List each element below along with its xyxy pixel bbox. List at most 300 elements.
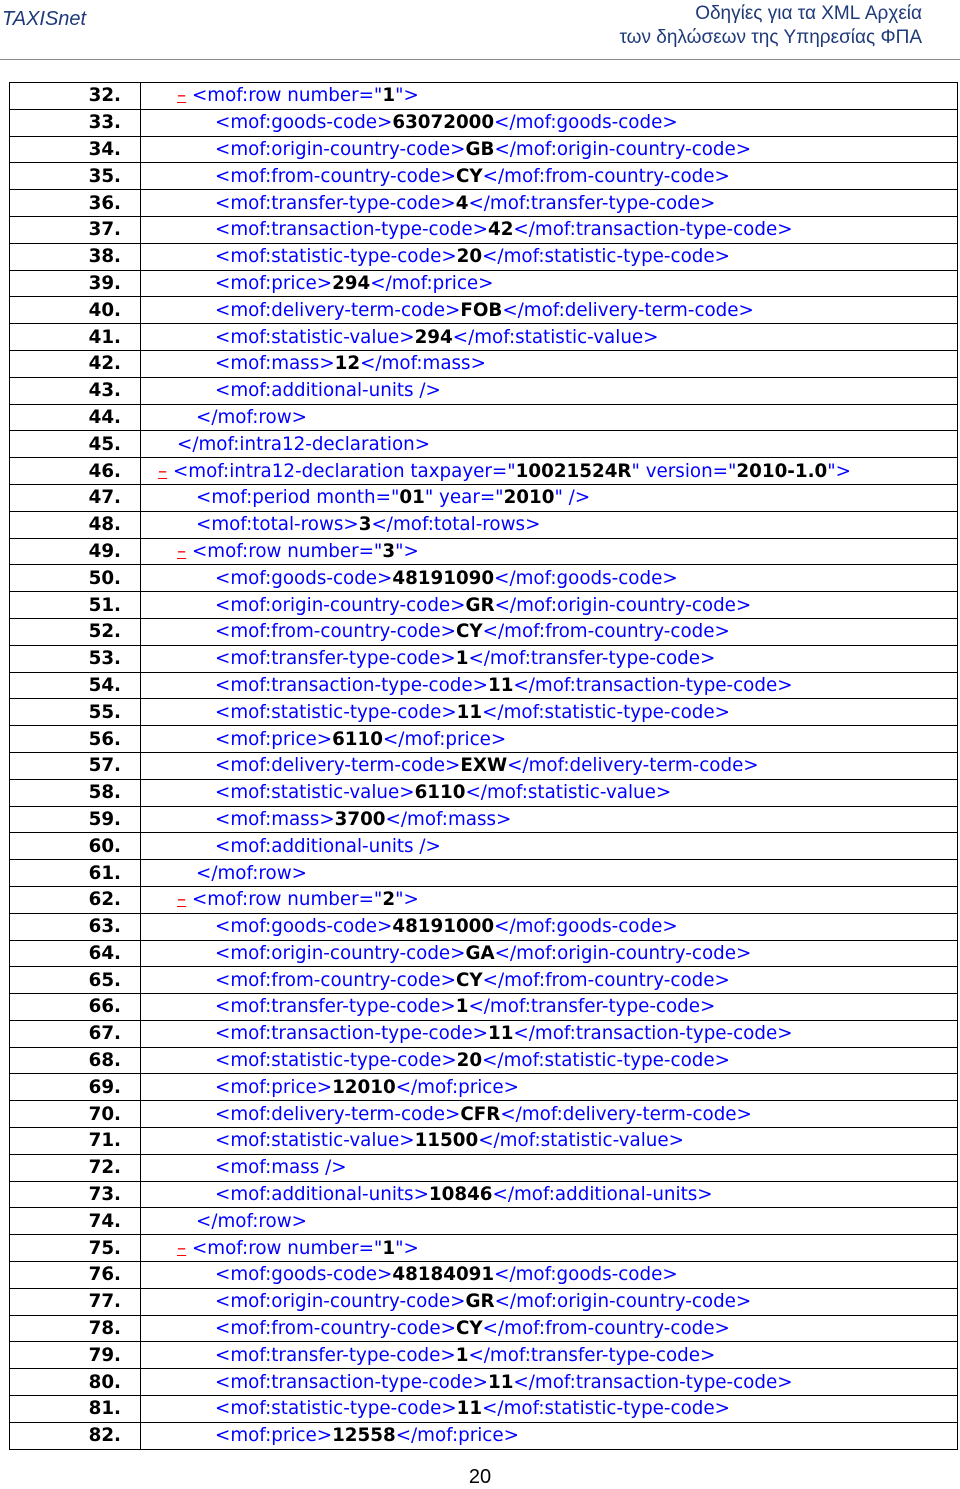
xml-value: 294 <box>414 326 453 348</box>
code-line <box>10 1154 958 1181</box>
code-line <box>10 672 958 699</box>
xml-value: CY <box>456 1318 483 1340</box>
code-text <box>141 1047 958 1074</box>
xml-value: 4 <box>455 192 469 214</box>
xml-listing-body <box>10 83 958 1450</box>
xml-tag: <mof:from-country-code> <box>215 165 456 187</box>
code-text <box>141 645 958 672</box>
xml-value: 1 <box>382 1237 396 1259</box>
xml-value: 63072000 <box>392 112 495 134</box>
code-text <box>141 1128 958 1155</box>
code-line <box>10 886 958 913</box>
xml-value: 12 <box>334 353 361 375</box>
line-number: 61. <box>10 860 141 887</box>
line-number: 72. <box>10 1154 141 1181</box>
xml-tag: <mof:from-country-code> <box>215 621 456 643</box>
line-number: 50. <box>10 565 141 592</box>
xml-tag: </mof:statistic-type-code> <box>482 246 730 268</box>
xml-tag: </mof:price> <box>382 728 507 750</box>
xml-value: 01 <box>399 487 425 509</box>
line-number: 60. <box>10 833 141 860</box>
xml-tag: <mof:price> <box>215 1076 333 1098</box>
code-line <box>10 431 958 458</box>
xml-tag: </mof:from-country-code> <box>482 165 730 187</box>
line-number: 47. <box>10 484 141 511</box>
brand-label: TAXISnet <box>2 8 87 30</box>
code-text <box>141 404 958 431</box>
code-line <box>10 243 958 270</box>
xml-tag: <mof:goods-code> <box>215 112 393 134</box>
xml-tag: <mof:additional-units /> <box>215 380 441 402</box>
code-text <box>141 833 958 860</box>
xml-tag: <mof:intra12-declaration taxpayer=" <box>172 460 516 482</box>
xml-tag: </mof:statistic-value> <box>478 1130 684 1152</box>
xml-tag: <mof:from-country-code> <box>215 1318 456 1340</box>
xml-tag: </mof:mass> <box>385 808 512 830</box>
code-text <box>141 967 958 994</box>
xml-value: GB <box>465 138 495 160</box>
xml-value: 2010 <box>503 487 555 509</box>
xml-value: 11 <box>456 1398 483 1420</box>
code-line <box>10 1181 958 1208</box>
code-text <box>141 699 958 726</box>
xml-tag: <mof:period month=" <box>196 487 400 509</box>
xml-tag: </mof:additional-units> <box>492 1184 713 1206</box>
code-text <box>141 806 958 833</box>
xml-listing-table <box>9 82 958 1450</box>
xml-tag: <mof:price> <box>215 272 333 294</box>
xml-tag: <mof:row number=" <box>191 1237 383 1259</box>
line-number: 45. <box>10 431 141 458</box>
xml-tag: <mof:origin-country-code> <box>215 138 466 160</box>
line-number: 33. <box>10 109 141 136</box>
code-line <box>10 1262 958 1289</box>
code-text <box>141 1422 958 1449</box>
xml-tag: <mof:transaction-type-code> <box>215 219 488 241</box>
line-number: 58. <box>10 779 141 806</box>
xml-tag: <mof:statistic-type-code> <box>215 1398 457 1420</box>
xml-tag: "> <box>395 540 419 562</box>
line-number: 38. <box>10 243 141 270</box>
xml-value: GR <box>465 594 495 616</box>
code-text <box>141 994 958 1021</box>
line-number: 68. <box>10 1047 141 1074</box>
xml-tag: <mof:statistic-type-code> <box>215 246 457 268</box>
code-line <box>10 726 958 753</box>
code-line <box>10 109 958 136</box>
code-text <box>141 1101 958 1128</box>
code-text <box>141 1208 958 1235</box>
xml-tag: </mof:row> <box>196 862 307 884</box>
xml-value: 12558 <box>332 1425 396 1447</box>
xml-value: CY <box>456 969 483 991</box>
xml-tag: </mof:goods-code> <box>494 916 678 938</box>
code-text <box>141 324 958 351</box>
code-line <box>10 752 958 779</box>
line-number: 76. <box>10 1262 141 1289</box>
line-number: 39. <box>10 270 141 297</box>
xml-tag: </mof:transaction-type-code> <box>513 219 793 241</box>
xml-tag: <mof:price> <box>215 728 333 750</box>
xml-tag: <mof:additional-units> <box>215 1184 429 1206</box>
code-line <box>10 592 958 619</box>
line-number: 35. <box>10 163 141 190</box>
xml-value: 2 <box>382 889 396 911</box>
xml-value: 20 <box>456 1050 483 1072</box>
code-line <box>10 1074 958 1101</box>
code-line <box>10 1396 958 1423</box>
xml-tag: <mof:transfer-type-code> <box>215 1344 456 1366</box>
code-text <box>141 109 958 136</box>
code-line <box>10 297 958 324</box>
line-number: 44. <box>10 404 141 431</box>
code-text <box>141 592 958 619</box>
line-number: 57. <box>10 752 141 779</box>
code-text <box>141 1235 958 1262</box>
xml-tag: </mof:transfer-type-code> <box>468 996 716 1018</box>
code-line <box>10 699 958 726</box>
code-line <box>10 994 958 1021</box>
xml-value: 1 <box>455 648 469 670</box>
code-line <box>10 1020 958 1047</box>
line-number: 70. <box>10 1101 141 1128</box>
line-number: 37. <box>10 216 141 243</box>
xml-tag: <mof:transfer-type-code> <box>215 192 456 214</box>
line-number: 69. <box>10 1074 141 1101</box>
code-line <box>10 458 958 485</box>
code-line <box>10 163 958 190</box>
code-line <box>10 270 958 297</box>
xml-value: 11 <box>487 1371 514 1393</box>
xml-value: 3 <box>382 540 396 562</box>
code-text <box>141 752 958 779</box>
line-number: 71. <box>10 1128 141 1155</box>
xml-tag: </mof:intra12-declaration> <box>177 433 431 455</box>
line-number: 43. <box>10 377 141 404</box>
code-line <box>10 484 958 511</box>
xml-tag: <mof:delivery-term-code> <box>215 1103 461 1125</box>
line-number: 62. <box>10 886 141 913</box>
xml-tag: <mof:origin-country-code> <box>215 942 466 964</box>
xml-value: 6110 <box>332 728 383 750</box>
document-title-line1: Οδηγίες για τα XML Αρχεία <box>695 3 922 24</box>
xml-tag: <mof:from-country-code> <box>215 969 456 991</box>
line-number: 63. <box>10 913 141 940</box>
collapse-toggle[interactable]: – <box>177 85 187 107</box>
code-text <box>141 431 958 458</box>
code-text <box>141 1262 958 1289</box>
xml-tag: </mof:goods-code> <box>494 1264 678 1286</box>
xml-tag: <mof:statistic-value> <box>215 1130 415 1152</box>
xml-tag: </mof:statistic-value> <box>452 326 659 348</box>
xml-tag: <mof:transaction-type-code> <box>215 674 488 696</box>
xml-value: 10021524R <box>515 460 632 482</box>
xml-tag: <mof:origin-country-code> <box>215 594 466 616</box>
line-number: 67. <box>10 1020 141 1047</box>
line-number: 55. <box>10 699 141 726</box>
code-text <box>141 860 958 887</box>
xml-tag: </mof:statistic-type-code> <box>482 1398 730 1420</box>
line-number: 48. <box>10 511 141 538</box>
xml-value: CY <box>456 621 483 643</box>
xml-tag: </mof:from-country-code> <box>482 969 730 991</box>
xml-tag: <mof:total-rows> <box>196 514 359 536</box>
code-text <box>141 458 958 485</box>
xml-value: 3700 <box>334 808 386 830</box>
xml-tag: </mof:row> <box>196 406 307 428</box>
xml-tag: " version=" <box>631 460 737 482</box>
line-number: 64. <box>10 940 141 967</box>
xml-tag: </mof:transaction-type-code> <box>513 674 793 696</box>
xml-tag: <mof:statistic-value> <box>215 782 415 804</box>
line-number: 52. <box>10 618 141 645</box>
xml-tag: <mof:transfer-type-code> <box>215 996 456 1018</box>
code-line <box>10 1101 958 1128</box>
code-text <box>141 83 958 110</box>
code-line <box>10 913 958 940</box>
xml-tag: </mof:delivery-term-code> <box>502 299 754 321</box>
code-text <box>141 243 958 270</box>
code-text <box>141 270 958 297</box>
xml-tag: </mof:origin-country-code> <box>494 138 752 160</box>
code-line <box>10 350 958 377</box>
code-line <box>10 404 958 431</box>
code-text <box>141 1315 958 1342</box>
code-text <box>141 216 958 243</box>
code-text <box>141 350 958 377</box>
code-line <box>10 940 958 967</box>
code-line <box>10 1235 958 1262</box>
xml-value: 6110 <box>414 782 466 804</box>
line-number: 81. <box>10 1396 141 1423</box>
collapse-toggle[interactable]: – <box>177 889 187 911</box>
xml-tag: </mof:total-rows> <box>371 514 541 536</box>
xml-tag: </mof:statistic-type-code> <box>482 1050 730 1072</box>
xml-value: 1 <box>455 996 469 1018</box>
code-line <box>10 1208 958 1235</box>
line-number: 41. <box>10 324 141 351</box>
line-number: 74. <box>10 1208 141 1235</box>
xml-tag: <mof:transaction-type-code> <box>215 1371 488 1393</box>
xml-tag: </mof:transaction-type-code> <box>513 1371 793 1393</box>
line-number: 49. <box>10 538 141 565</box>
xml-tag: <mof:goods-code> <box>215 916 393 938</box>
code-line <box>10 190 958 217</box>
xml-tag: <mof:statistic-value> <box>215 326 415 348</box>
collapse-toggle[interactable]: – <box>177 540 187 562</box>
xml-tag: <mof:mass> <box>215 808 335 830</box>
xml-value: GR <box>465 1291 495 1313</box>
xml-value: CFR <box>460 1103 501 1125</box>
line-number: 79. <box>10 1342 141 1369</box>
xml-tag: <mof:goods-code> <box>215 1264 393 1286</box>
xml-tag: </mof:delivery-term-code> <box>500 1103 752 1125</box>
line-number: 66. <box>10 994 141 1021</box>
code-text <box>141 726 958 753</box>
document-title-line2: των δηλώσεων της Υπηρεσίας ΦΠΑ <box>619 27 922 48</box>
xml-tag: "> <box>395 1237 419 1259</box>
code-text <box>141 1181 958 1208</box>
xml-value: 42 <box>487 219 514 241</box>
code-line <box>10 618 958 645</box>
xml-tag: <mof:statistic-type-code> <box>215 701 457 723</box>
xml-value: CY <box>456 165 483 187</box>
code-text <box>141 565 958 592</box>
code-text <box>141 1020 958 1047</box>
xml-tag: <mof:statistic-type-code> <box>215 1050 457 1072</box>
code-line <box>10 645 958 672</box>
xml-tag: </mof:delivery-term-code> <box>507 755 759 777</box>
code-line <box>10 1288 958 1315</box>
xml-tag: "> <box>395 85 419 107</box>
code-text <box>141 940 958 967</box>
xml-value: FOB <box>460 299 503 321</box>
code-text <box>141 1074 958 1101</box>
line-number: 54. <box>10 672 141 699</box>
code-text <box>141 886 958 913</box>
collapse-toggle[interactable]: – <box>177 1237 187 1259</box>
code-line <box>10 136 958 163</box>
code-text <box>141 538 958 565</box>
code-line <box>10 538 958 565</box>
code-text <box>141 1288 958 1315</box>
xml-tag: <mof:price> <box>215 1425 333 1447</box>
xml-tag: </mof:transfer-type-code> <box>468 1344 716 1366</box>
xml-tag: <mof:additional-units /> <box>215 835 441 857</box>
header-divider <box>0 59 960 60</box>
code-line <box>10 511 958 538</box>
code-text <box>141 297 958 324</box>
line-number: 75. <box>10 1235 141 1262</box>
line-number: 51. <box>10 592 141 619</box>
xml-tag: <mof:row number=" <box>191 540 383 562</box>
code-text <box>141 511 958 538</box>
xml-tag: <mof:mass> <box>215 353 335 375</box>
xml-value: 11 <box>456 701 483 723</box>
code-text <box>141 163 958 190</box>
xml-tag: <mof:mass /> <box>215 1157 347 1179</box>
line-number: 65. <box>10 967 141 994</box>
xml-tag: </mof:goods-code> <box>494 567 678 589</box>
code-text <box>141 190 958 217</box>
xml-value: 294 <box>332 272 371 294</box>
xml-tag: " year=" <box>424 487 504 509</box>
xml-value: 20 <box>456 246 483 268</box>
xml-value: 48191000 <box>392 916 495 938</box>
xml-tag: </mof:origin-country-code> <box>494 942 752 964</box>
code-text <box>141 913 958 940</box>
code-line <box>10 779 958 806</box>
line-number: 36. <box>10 190 141 217</box>
code-text <box>141 672 958 699</box>
code-line <box>10 833 958 860</box>
code-text <box>141 618 958 645</box>
document-title <box>619 2 922 50</box>
code-text <box>141 1396 958 1423</box>
line-number: 80. <box>10 1369 141 1396</box>
xml-tag: <mof:goods-code> <box>215 567 393 589</box>
line-number: 77. <box>10 1288 141 1315</box>
code-text <box>141 779 958 806</box>
code-line <box>10 216 958 243</box>
xml-tag: "> <box>395 889 419 911</box>
code-text <box>141 484 958 511</box>
xml-tag: </mof:price> <box>395 1425 519 1447</box>
xml-tag: </mof:price> <box>370 272 494 294</box>
line-number: 42. <box>10 350 141 377</box>
code-line <box>10 1047 958 1074</box>
code-text <box>141 1154 958 1181</box>
xml-tag: </mof:origin-country-code> <box>494 1291 752 1313</box>
code-line <box>10 324 958 351</box>
xml-value: GA <box>465 942 495 964</box>
xml-tag: <mof:delivery-term-code> <box>215 755 461 777</box>
xml-value: 11500 <box>414 1130 479 1152</box>
code-line <box>10 1128 958 1155</box>
xml-tag: </mof:statistic-value> <box>465 782 672 804</box>
xml-value: 11 <box>487 1023 514 1045</box>
line-number: 34. <box>10 136 141 163</box>
code-line <box>10 806 958 833</box>
xml-value: 2010-1.0 <box>736 460 828 482</box>
line-number: 73. <box>10 1181 141 1208</box>
xml-value: 11 <box>487 674 514 696</box>
xml-value: 10846 <box>428 1184 493 1206</box>
xml-tag: " /> <box>554 487 591 509</box>
code-line <box>10 83 958 110</box>
xml-tag: <mof:row number=" <box>191 889 383 911</box>
line-number: 56. <box>10 726 141 753</box>
xml-tag: </mof:goods-code> <box>494 112 678 134</box>
xml-value: 48191090 <box>392 567 495 589</box>
line-number: 40. <box>10 297 141 324</box>
xml-value: EXW <box>460 755 508 777</box>
xml-tag: </mof:origin-country-code> <box>494 594 752 616</box>
xml-tag: </mof:price> <box>395 1076 519 1098</box>
line-number: 82. <box>10 1422 141 1449</box>
xml-value: 3 <box>358 514 372 536</box>
code-text <box>141 1342 958 1369</box>
line-number: 59. <box>10 806 141 833</box>
xml-tag: </mof:from-country-code> <box>482 621 730 643</box>
code-line <box>10 967 958 994</box>
xml-tag: </mof:transfer-type-code> <box>468 192 716 214</box>
xml-tag: </mof:transfer-type-code> <box>468 648 716 670</box>
line-number: 53. <box>10 645 141 672</box>
code-text <box>141 377 958 404</box>
code-line <box>10 1315 958 1342</box>
xml-tag: "> <box>827 460 851 482</box>
page-number: 20 <box>468 1466 492 1488</box>
collapse-toggle[interactable]: – <box>158 460 168 482</box>
xml-tag: <mof:transaction-type-code> <box>215 1023 488 1045</box>
code-line <box>10 565 958 592</box>
line-number: 46. <box>10 458 141 485</box>
xml-tag: </mof:from-country-code> <box>482 1318 730 1340</box>
xml-tag: </mof:row> <box>196 1210 307 1232</box>
line-number: 32. <box>10 83 141 110</box>
code-line <box>10 1369 958 1396</box>
line-number: 78. <box>10 1315 141 1342</box>
xml-tag: <mof:origin-country-code> <box>215 1291 466 1313</box>
xml-value: 12010 <box>332 1076 396 1098</box>
xml-value: 1 <box>382 85 396 107</box>
code-text <box>141 136 958 163</box>
xml-tag: <mof:transfer-type-code> <box>215 648 456 670</box>
xml-tag: </mof:mass> <box>360 353 486 375</box>
xml-value: 1 <box>455 1344 469 1366</box>
code-text <box>141 1369 958 1396</box>
